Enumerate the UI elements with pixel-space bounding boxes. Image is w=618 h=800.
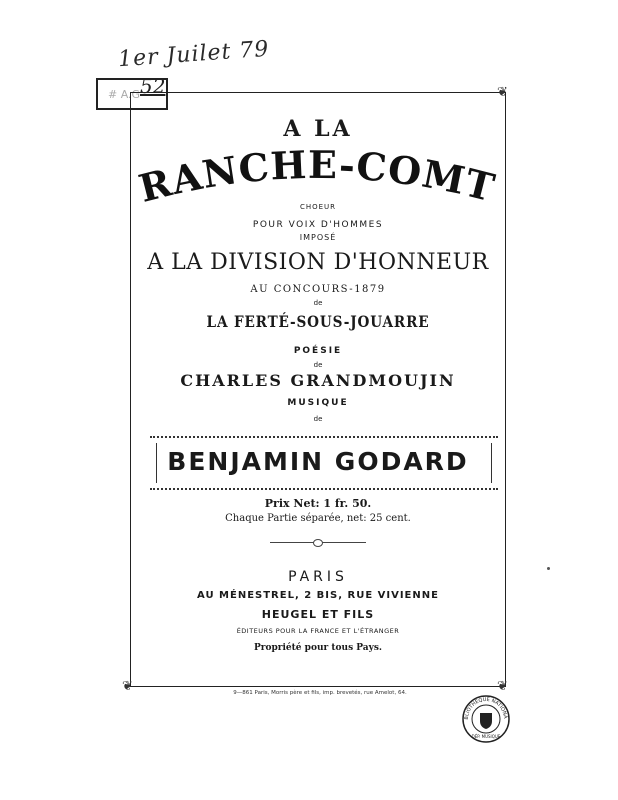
shelf-number: 52 [140, 74, 166, 98]
scroll-ornament-icon: ❦ [497, 85, 508, 100]
title-line-1: A LA [283, 116, 353, 142]
genre-label: CHOEUR [299, 203, 337, 211]
rights-line: Propriété pour tous Pays. [253, 643, 383, 653]
publisher-city: PARIS [288, 569, 348, 585]
title-line-2 [130, 148, 506, 208]
library-seal [461, 694, 511, 744]
title-arc-text [130, 148, 506, 208]
faint-mark: # A.G [108, 88, 141, 101]
imposed-label: IMPOSÉ [299, 233, 337, 242]
contest-line: AU CONCOURS-1879 [250, 284, 386, 295]
seal-text: BLIOTHÈQUE NATIONA [463, 696, 509, 720]
division-heading: A LA DIVISION D'HONNEUR [147, 250, 489, 275]
publisher-role: ÉDITEURS POUR LA FRANCE ET L'ÉTRANGER [236, 627, 400, 635]
title-arc-textpath: RANCHE-COMT [134, 148, 500, 208]
price-line: Prix Net: 1 fr. 50. [264, 497, 372, 510]
publisher-firm: HEUGEL ET FILS [261, 608, 375, 621]
de-connector: de [313, 415, 323, 423]
ornamental-rule [270, 542, 366, 549]
poet-name: CHARLES GRANDMOUJIN [180, 371, 456, 390]
handwritten-date: 1er Juilet 79 [117, 36, 271, 73]
stray-mark [547, 567, 550, 570]
poetry-label: POÉSIE [293, 346, 343, 356]
de-connector: de [313, 299, 323, 307]
svg-text:FRANCHE-COMTÉ [130, 148, 500, 208]
printer-line: 9—861 Paris, Morris père et fils, imp. brevetés, rue Amelot, 64. [233, 690, 407, 696]
seal-sub: DÉP. MUSIQUE [471, 734, 501, 739]
de-connector: de [313, 361, 323, 369]
scroll-ornament-icon: ❦ [122, 679, 133, 694]
parts-price-line: Chaque Partie séparée, net: 25 cent. [225, 513, 411, 524]
composer-name: BENJAMIN GODARD [167, 447, 469, 476]
publisher-address: AU MÉNESTREL, 2 BIS, RUE VIVIENNE [197, 590, 439, 601]
scroll-ornament-icon: ❦ [497, 679, 508, 694]
voices-label: POUR VOIX D'HOMMES [252, 220, 384, 230]
place-name: LA FERTÉ-SOUS-JOUARRE [206, 312, 430, 331]
music-label: MUSIQUE [287, 398, 349, 408]
